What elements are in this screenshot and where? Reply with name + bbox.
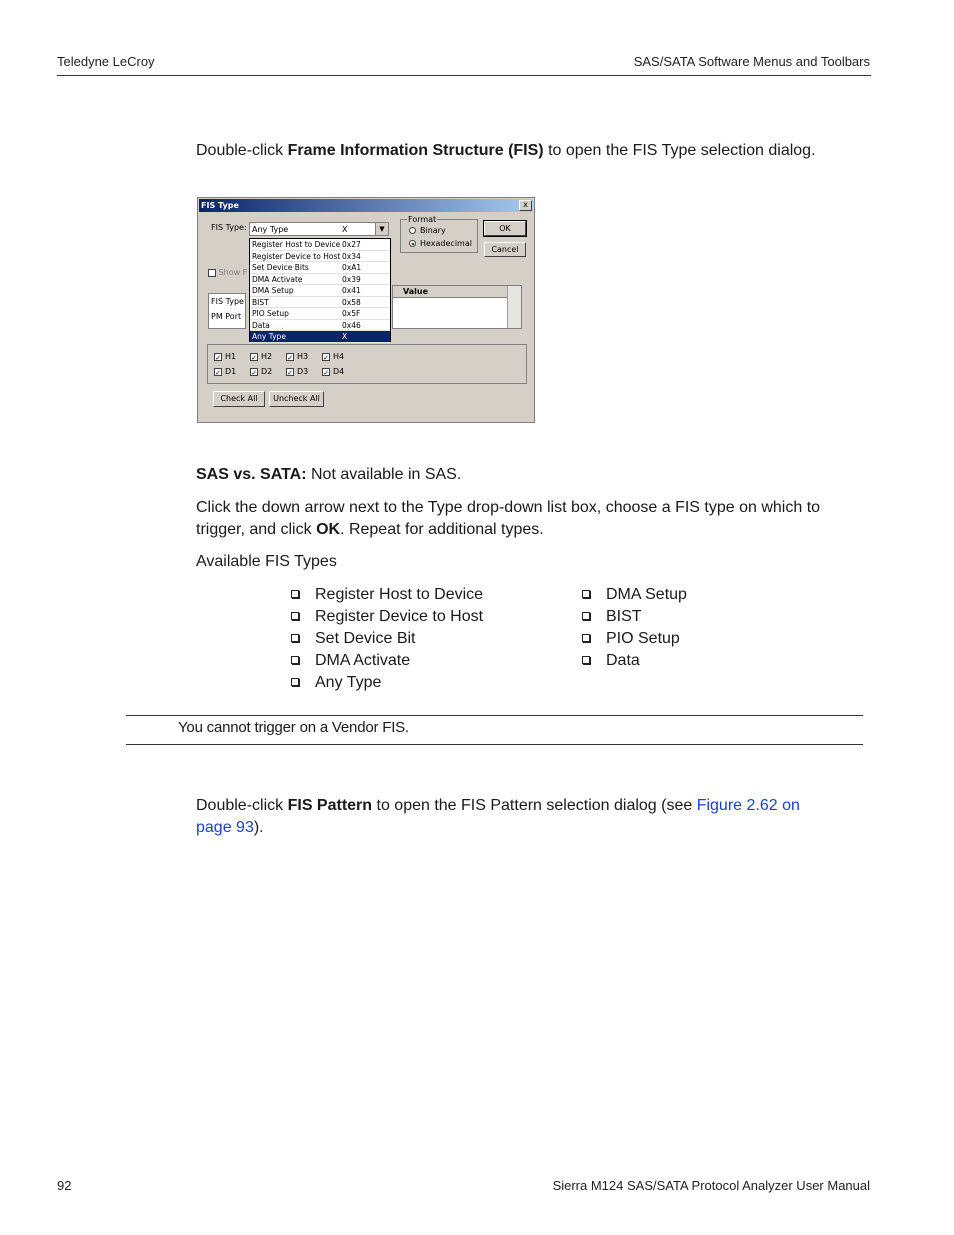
format-group <box>400 215 478 253</box>
checkbox-label: D3 <box>297 367 309 376</box>
checkbox-bullet-icon <box>291 634 299 642</box>
uncheck-all-button[interactable]: Uncheck All <box>269 391 324 407</box>
checkbox-d3[interactable]: ✓ <box>287 369 293 377</box>
intro-prefix: Double-click <box>196 142 288 159</box>
list-item-text: Register Host to Device <box>315 586 484 603</box>
fis-type-dialog <box>197 197 535 423</box>
fis-list-item-name: PIO Setup <box>252 309 289 318</box>
checkbox-d4[interactable]: ✓ <box>323 369 329 377</box>
intro-paragraph <box>196 140 871 162</box>
fis-list-item-code: X <box>342 332 348 341</box>
list-item <box>582 584 687 606</box>
pattern-suffix: ). <box>253 819 264 836</box>
note-top-rule <box>126 715 863 716</box>
fis-list-item-code: 0x41 <box>342 286 361 295</box>
list-item <box>291 606 483 628</box>
checkbox-bullet-icon <box>582 634 590 642</box>
fis-types-right-list <box>582 584 687 672</box>
hexadecimal-radio[interactable] <box>409 240 416 247</box>
fis-list-item[interactable] <box>250 297 390 309</box>
checkbox-h2[interactable]: ✓ <box>251 354 257 362</box>
cancel-button[interactable]: Cancel <box>484 242 526 257</box>
combo-code: X <box>342 225 348 234</box>
fis-type-col: FIS Type <box>211 297 244 306</box>
header-rule <box>57 75 871 76</box>
list-item <box>291 672 483 694</box>
checkbox-bullet-icon <box>291 678 299 686</box>
checkbox-bullet-icon <box>291 590 299 598</box>
binary-radio[interactable] <box>409 227 416 234</box>
checkbox-label: H2 <box>261 352 273 361</box>
ok-button[interactable]: OK <box>484 221 526 236</box>
intro-bold: Frame Information Structure (FIS) <box>287 142 544 159</box>
fis-list-item-name: DMA Activate <box>252 274 303 284</box>
pm-port-col: PM Port <box>211 312 242 321</box>
fis-list-item-code: 0x5F <box>342 309 361 318</box>
check-all-button[interactable]: Check All <box>213 391 265 407</box>
checkbox-bullet-icon <box>582 612 590 620</box>
fis-type-combo[interactable] <box>249 222 389 236</box>
dialog-title: FIS Type <box>199 199 533 212</box>
fis-list-item-name: Set Device Bits <box>252 263 309 272</box>
hex-label: Hexadecimal <box>420 239 472 248</box>
fis-list-item[interactable] <box>250 320 390 332</box>
fis-list-item[interactable] <box>250 239 390 251</box>
list-item <box>291 584 483 606</box>
pattern-bold: FIS Pattern <box>287 797 373 814</box>
show-label: Show F <box>218 268 248 277</box>
checkbox-label: D4 <box>333 367 345 376</box>
close-icon[interactable]: x <box>519 200 532 211</box>
checkbox-d2[interactable]: ✓ <box>251 369 257 377</box>
fis-list-item[interactable] <box>250 262 390 274</box>
checkbox-d1[interactable]: ✓ <box>215 369 221 377</box>
sas-note-bold: SAS vs. SATA: <box>196 466 307 483</box>
instructions-part1: Click the down arrow next to the Type drop-down list box, choose a FIS type on which to trigger, and click <box>196 499 821 538</box>
checkbox-label: H1 <box>225 352 237 361</box>
fis-list-item[interactable] <box>250 308 390 320</box>
list-item <box>291 628 483 650</box>
fis-list-item[interactable] <box>250 331 390 343</box>
fis-list-item-name: BIST <box>252 297 269 307</box>
list-item <box>582 628 687 650</box>
checkbox-label: H4 <box>333 352 345 361</box>
list-item-text: Any Type <box>315 674 382 691</box>
note-text: You cannot trigger on a Vendor FIS. <box>178 719 409 736</box>
checkbox-label: D2 <box>261 367 273 376</box>
sas-note <box>196 464 871 486</box>
list-item <box>582 650 687 672</box>
checkbox-label: H3 <box>297 352 309 361</box>
fis-list-item-name: Any Type <box>252 332 286 341</box>
figure-link[interactable]: Figure 2.62 on page 93 <box>196 797 800 836</box>
checkbox-label: D1 <box>225 367 237 376</box>
list-item <box>582 606 687 628</box>
fis-type-label: FIS Type: <box>211 223 247 232</box>
checkbox-bullet-icon <box>582 590 590 598</box>
list-item-text: DMA Activate <box>315 652 411 669</box>
fis-list-item[interactable] <box>250 274 390 286</box>
fis-table-left <box>208 293 246 329</box>
instructions-part2: . Repeat for additional types. <box>340 521 544 538</box>
list-item-text: Set Device Bit <box>315 630 416 647</box>
show-checkbox[interactable] <box>208 269 216 277</box>
checkbox-bullet-icon <box>582 656 590 664</box>
list-item-text: Register Device to Host <box>315 608 484 625</box>
instructions-paragraph <box>196 497 871 541</box>
checkbox-h4[interactable]: ✓ <box>323 354 329 362</box>
checkbox-h3[interactable]: ✓ <box>287 354 293 362</box>
fis-list-item[interactable] <box>250 251 390 263</box>
header-left: Teledyne LeCroy <box>57 54 155 69</box>
list-item-text: PIO Setup <box>606 630 680 647</box>
chevron-down-icon[interactable]: ▼ <box>375 223 388 235</box>
header-right: SAS/SATA Software Menus and Toolbars <box>633 54 870 69</box>
binary-label: Binary <box>420 226 446 235</box>
fis-list-item-code: 0x39 <box>342 274 361 284</box>
list-item-text: BIST <box>606 608 642 625</box>
list-item-text: DMA Setup <box>606 586 687 603</box>
note-bottom-rule <box>126 744 863 745</box>
fis-list-item-name: DMA Setup <box>252 286 294 295</box>
page-number: 92 <box>57 1178 72 1193</box>
fis-list-item-code: 0x46 <box>342 320 361 330</box>
fis-types-left-list <box>291 584 483 694</box>
fis-list-item-code: 0x34 <box>342 251 361 261</box>
pattern-prefix: Double-click <box>196 797 288 814</box>
instructions-bold: OK <box>316 521 341 538</box>
intro-suffix: to open the FIS Type selection dialog. <box>543 142 816 159</box>
pattern-paragraph <box>196 795 836 839</box>
port-checkbox-group <box>207 344 527 384</box>
available-label: Available FIS Types <box>196 553 337 570</box>
value-grid <box>392 285 522 329</box>
fis-list-item-code: 0x58 <box>342 297 361 307</box>
sas-note-text: Not available in SAS. <box>306 466 462 483</box>
pattern-middle: to open the FIS Pattern selection dialog (see <box>372 797 697 814</box>
checkbox-bullet-icon <box>291 656 299 664</box>
fis-list-item-name: Register Device to Host <box>252 251 341 261</box>
combo-value: Any Type <box>252 225 289 234</box>
list-item-text: Data <box>606 652 640 669</box>
footer-title: Sierra M124 SAS/SATA Protocol Analyzer User Manual <box>552 1178 870 1193</box>
list-item <box>291 650 483 672</box>
format-label: Format <box>408 215 437 224</box>
checkbox-bullet-icon <box>291 612 299 620</box>
grid-scrollbar[interactable] <box>507 286 521 328</box>
fis-list-item[interactable] <box>250 285 390 297</box>
fis-type-list[interactable] <box>249 238 391 342</box>
fis-list-item-name: Register Host to Device <box>252 240 341 249</box>
checkbox-h1[interactable]: ✓ <box>215 354 221 362</box>
fis-list-item-code: 0x27 <box>342 240 361 249</box>
fis-list-item-code: 0xA1 <box>342 263 362 272</box>
fis-list-item-name: Data <box>252 320 270 330</box>
value-col: Value <box>393 286 509 298</box>
